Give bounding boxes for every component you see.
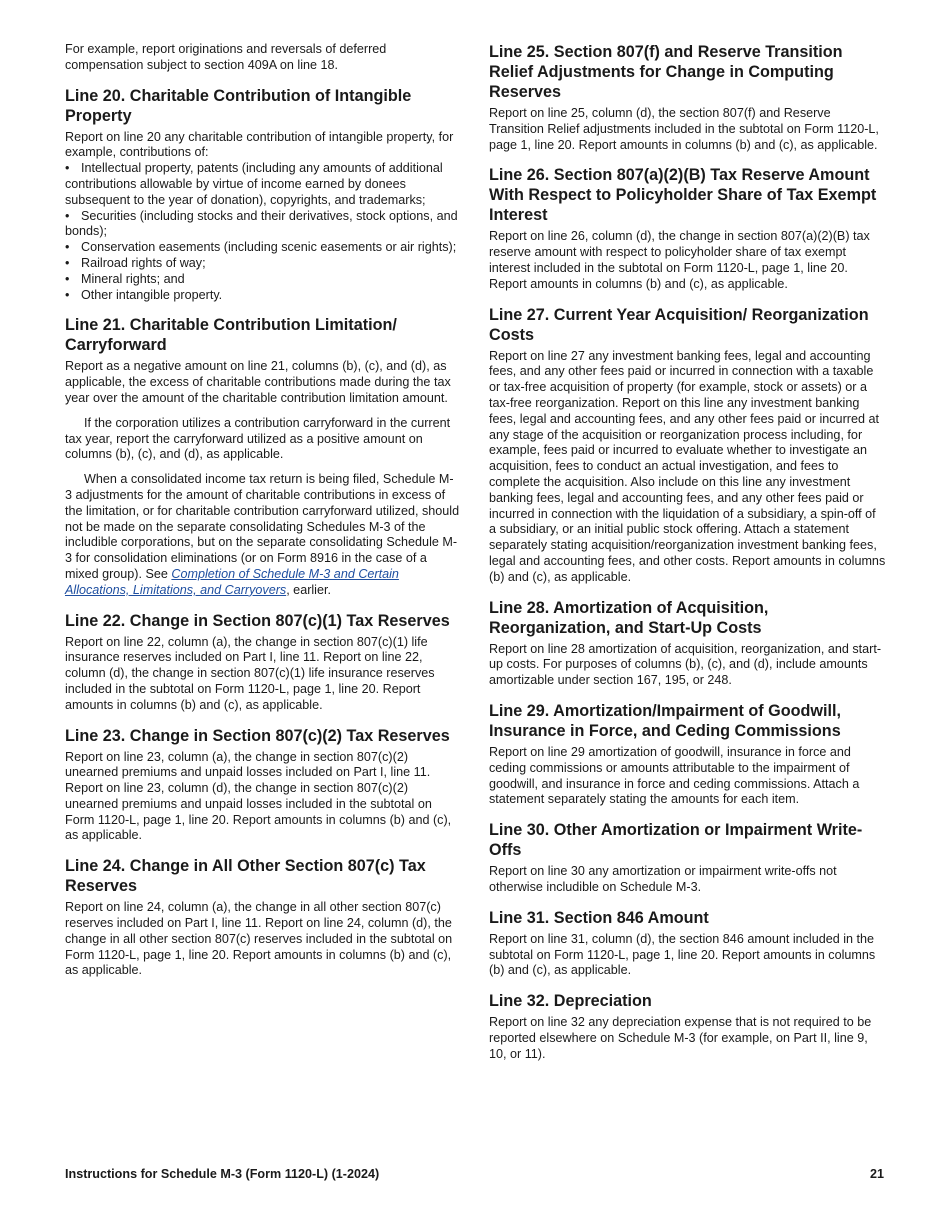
line25-paragraph: Report on line 25, column (d), the section 807(f) and Reserve Transition Relief adjustments included in the subtotal on Form 1120-L, page 1, line 20. Report amounts in columns (b) and (c), as applicable. (489, 106, 879, 152)
intro-paragraph: For example, report originations and reversals of deferred compensation subject to section 409A on line 18. (65, 42, 387, 72)
line23-paragraph: Report on line 23, column (a), the change in section 807(c)(2) unearned premiums and unpaid losses included on Part I, line 11. Report on line 23, column (d), the change in section 807(c)(2) unearned premiums and unpaid losses included in the subtotal on Form 1120-L, page 1, line 20. Report amounts in columns (b) and (c), as applicable. (65, 749, 452, 843)
left-column (65, 42, 460, 979)
list-item: • Railroad rights of way; (65, 255, 206, 270)
page-number: 21 (869, 1167, 884, 1181)
line25-heading: Line 25. Section 807(f) and Reserve Transition Relief Adjustments for Change in Computing Reserves (489, 43, 843, 101)
bullet-icon: • (65, 240, 70, 255)
line27-heading: Line 27. Current Year Acquisition/ Reorganization Costs (489, 305, 869, 344)
page-footer (65, 1167, 884, 1181)
line20-heading: Line 20. Charitable Contribution of Intangible Property (65, 86, 412, 125)
right-column (489, 42, 886, 1062)
line22-paragraph: Report on line 22, column (a), the change in section 807(c)(1) life insurance reserves included on Part I, line 11. Report on line 22, column (d), the change in section 807(c)(1) life insurance reserves included in the subtotal on Form 1120-L, page 1, line 20. Report amounts in columns (b) and (c), as applicable. (65, 634, 435, 712)
line28-heading: Line 28. Amortization of Acquisition, Reorganization, and Start-Up Costs (489, 598, 769, 637)
bullet-icon: • (65, 287, 70, 302)
list-item: • Mineral rights; and (65, 271, 185, 286)
line29-paragraph: Report on line 29 amortization of goodwill, insurance in force and ceding commissions or amounts attributable to the impairment of goodwill, and insurance in force and ceding commissions. Attach a statement separately stating the amounts for each item. (489, 744, 860, 807)
list-item: • Securities (including stocks and their derivatives, stock options, and bonds); (65, 208, 458, 239)
line31-paragraph: Report on line 31, column (d), the section 846 amount included in the subtotal on Form 1120-L, page 1, line 20. Report amounts in columns (b) and (c), as applicable. (489, 931, 876, 978)
line26-paragraph: Report on line 26, column (d), the change in section 807(a)(2)(B) tax reserve amount with respect to policyholder share of tax exempt interest included in the subtotal on Form 1120-L, page 1, line 20. Report amounts in columns (b) and (c), as applicable. (489, 229, 870, 291)
line22-heading: Line 22. Change in Section 807(c)(1) Tax Reserves (65, 611, 450, 630)
line29-heading: Line 29. Amortization/Impairment of Goodwill, Insurance in Force, and Ceding Commissions (489, 701, 841, 740)
list-item: • Intellectual property, patents (including any amounts of additional contributions allowable by virtue of income earned by donees subsequent to the year of donation), copyrights, and trademarks; (65, 161, 443, 207)
line20-bullet-list (65, 161, 460, 303)
bullet-icon: • (65, 161, 70, 176)
line27-paragraph: Report on line 27 any investment banking fees, legal and accounting fees, and any other fees paid or incurred in connection with a taxable or tax-free acquisition of property (for example, stock or assets) or a tax-free reorganization. Report on this line any investment banking fees, legal and accounting fees, and any other fees paid or incurred at any stage of the acquisition or reorganization process including, for example, fees paid or incurred to evaluate whether to investigate an acquisition, fees to conduct an actual investigation, and fees to complete the acquisition. Also include on this line any investment banking fees, legal and accounting fees, and any other fees paid or incurred in connection with the liquidation of a subsidiary, a spin-off of a subsidiary, or an initial public stock offering. Attach a statement separately stating acquisition/reorganization investment banking fees, legal and accounting fees, and other costs. Report amounts in columns (b) and (c), as applicable. (489, 348, 886, 584)
bullet-icon: • (65, 255, 70, 270)
line32-paragraph: Report on line 32 any depreciation expense that is not required to be reported elsewhere on Schedule M-3 (for example, on Part II, line 9, 10, or 11). (489, 1015, 872, 1061)
line21-heading: Line 21. Charitable Contribution Limitation/ Carryforward (65, 316, 397, 355)
line24-heading: Line 24. Change in All Other Section 807(c) Tax Reserves (65, 857, 426, 896)
list-item: • Conservation easements (including scenic easements or air rights); (65, 240, 457, 255)
completion-of-schedule-m3-link[interactable]: Completion of Schedule M-3 and Certain Allocations, Limitations, and Carryovers (65, 566, 399, 597)
line23-heading: Line 23. Change in Section 807(c)(2) Tax Reserves (65, 726, 450, 745)
line21-paragraph-3: When a consolidated income tax return is being filed, Schedule M-3 adjustments for the amount of charitable contributions in excess of the limitation, or for charitable contribution carryforward utilized, should not be made on the separate consolidating Schedules M-3 of the includible corporations, but on the separate consolidating Schedule M-3 for consolidation eliminations (or on Form 8916 in the case of a mixed group). See Completion of Schedule M-3 and Certain Allocations, Limitations, and Carryovers, earlier. (65, 472, 460, 597)
line26-heading: Line 26. Section 807(a)(2)(B) Tax Reserve Amount With Respect to Policyholder Share of Tax Exempt Interest (489, 166, 877, 225)
line21-paragraph-1: Report as a negative amount on line 21, columns (b), (c), and (d), as applicable, the excess of charitable contributions made during the tax year over the amount of the charitable contribution limitation amount. (65, 359, 451, 405)
line32-heading: Line 32. Depreciation (489, 992, 652, 1011)
line20-paragraph: Report on line 20 any charitable contribution of intangible property, for example, contributions of: (65, 129, 454, 160)
line30-heading: Line 30. Other Amortization or Impairment Write-Offs (489, 821, 863, 860)
bullet-icon: • (65, 208, 70, 223)
line31-heading: Line 31. Section 846 Amount (489, 908, 709, 927)
bullet-icon: • (65, 271, 70, 286)
footer-title: Instructions for Schedule M-3 (Form 1120-L) (1-2024) (65, 1167, 380, 1181)
line28-paragraph: Report on line 28 amortization of acquisition, reorganization, and start-up costs. For purposes of columns (b), (c), and (d), include amounts amortizable under section 167, 195, or 248. (489, 641, 882, 688)
line21-paragraph-2: If the corporation utilizes a contribution carryforward in the current tax year, report the carryforward utilized as a positive amount on columns (b), (c), and (d), as applicable. (65, 415, 451, 462)
line24-paragraph: Report on line 24, column (a), the change in all other section 807(c) reserves included on Part I, line 11. Report on line 24, column (d), the change in all other section 807(c) reserves included in the subtotal on Form 1120-L, page 1, line 20. Report amounts in columns (b) and (c), as applicable. (65, 900, 453, 978)
list-item: • Other intangible property. (65, 287, 223, 302)
line30-paragraph: Report on line 30 any amortization or impairment write-offs not otherwise includible on Schedule M-3. (489, 864, 837, 894)
